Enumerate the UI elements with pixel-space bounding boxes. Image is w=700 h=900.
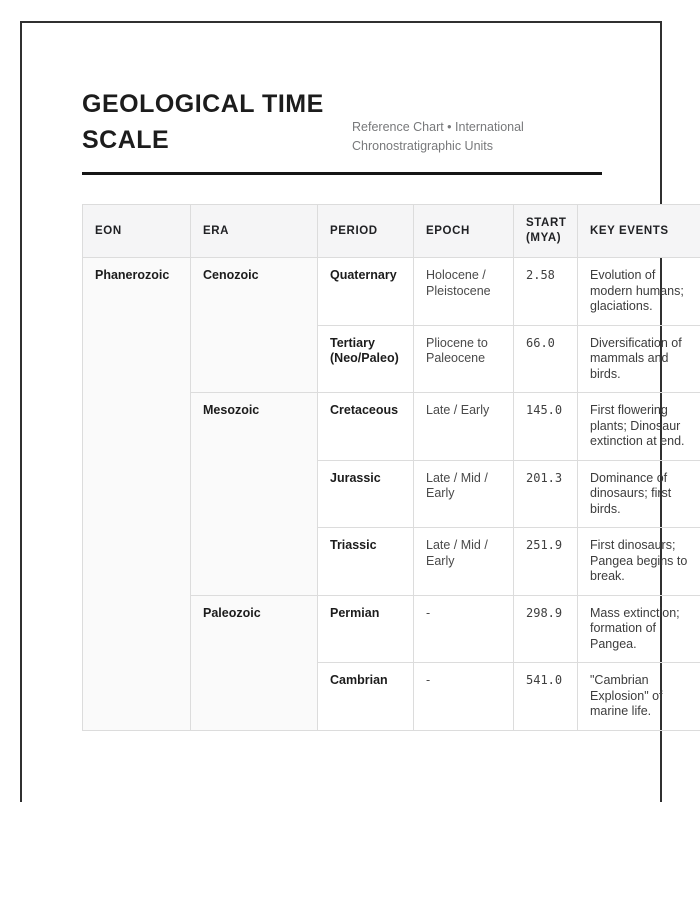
table-body — [83, 258, 700, 731]
document-header — [82, 86, 602, 158]
cell-period: Triassic — [318, 528, 414, 596]
cell-period: Cambrian — [318, 663, 414, 731]
cell-start-mya: 145.0 — [514, 393, 578, 461]
cell-era-paleozoic: Paleozoic — [191, 595, 318, 730]
table-header-row — [83, 205, 700, 258]
page-subtitle: Reference Chart • International Chronostratigraphic Units — [352, 120, 524, 153]
cell-epoch: Late / Mid / Early — [414, 460, 514, 528]
page-title: GEOLOGICAL TIME SCALE — [82, 90, 324, 154]
cell-key-events: Evolution of modern humans; glaciations. — [578, 258, 700, 326]
cell-era-cenozoic: Cenozoic — [191, 258, 318, 393]
cell-start-mya: 2.58 — [514, 258, 578, 326]
table-header — [83, 205, 700, 258]
cell-period: Jurassic — [318, 460, 414, 528]
cell-epoch: Late / Mid / Early — [414, 528, 514, 596]
column-header-period: PERIOD — [318, 205, 414, 258]
column-header-key-events: KEY EVENTS — [578, 205, 700, 258]
cell-key-events: Dominance of dinosaurs; first birds. — [578, 460, 700, 528]
cell-era-mesozoic: Mesozoic — [191, 393, 318, 596]
cell-key-events: "Cambrian Explosion" of marine life. — [578, 663, 700, 731]
cell-period: Permian — [318, 595, 414, 663]
cell-start-mya: 251.9 — [514, 528, 578, 596]
column-header-epoch: EPOCH — [414, 205, 514, 258]
cell-epoch: - — [414, 663, 514, 731]
page-frame — [20, 21, 688, 802]
cell-key-events: Diversification of mammals and birds. — [578, 325, 700, 393]
title-rule — [82, 172, 602, 175]
cell-start-mya: 298.9 — [514, 595, 578, 663]
geological-time-scale-table — [82, 204, 700, 731]
page-content — [82, 23, 688, 731]
table-row-quaternary — [83, 258, 700, 326]
cell-period: Cretaceous — [318, 393, 414, 461]
cell-period: Quaternary — [318, 258, 414, 326]
cell-key-events: First flowering plants; Dinosaur extinction at end. — [578, 393, 700, 461]
cell-epoch: - — [414, 595, 514, 663]
cell-start-mya: 66.0 — [514, 325, 578, 393]
column-header-start-mya: START (MYA) — [514, 205, 578, 258]
cell-start-mya: 201.3 — [514, 460, 578, 528]
cell-key-events: First dinosaurs; Pangea begins to break. — [578, 528, 700, 596]
column-header-era: ERA — [191, 205, 318, 258]
cell-eon-phanerozoic: Phanerozoic — [83, 258, 191, 731]
cell-epoch: Pliocene to Paleocene — [414, 325, 514, 393]
cell-epoch: Late / Early — [414, 393, 514, 461]
column-header-eon: EON — [83, 205, 191, 258]
cell-period: Tertiary (Neo/Paleo) — [318, 325, 414, 393]
cell-key-events: Mass extinction; formation of Pangea. — [578, 595, 700, 663]
cell-epoch: Holocene / Pleistocene — [414, 258, 514, 326]
cell-start-mya: 541.0 — [514, 663, 578, 731]
